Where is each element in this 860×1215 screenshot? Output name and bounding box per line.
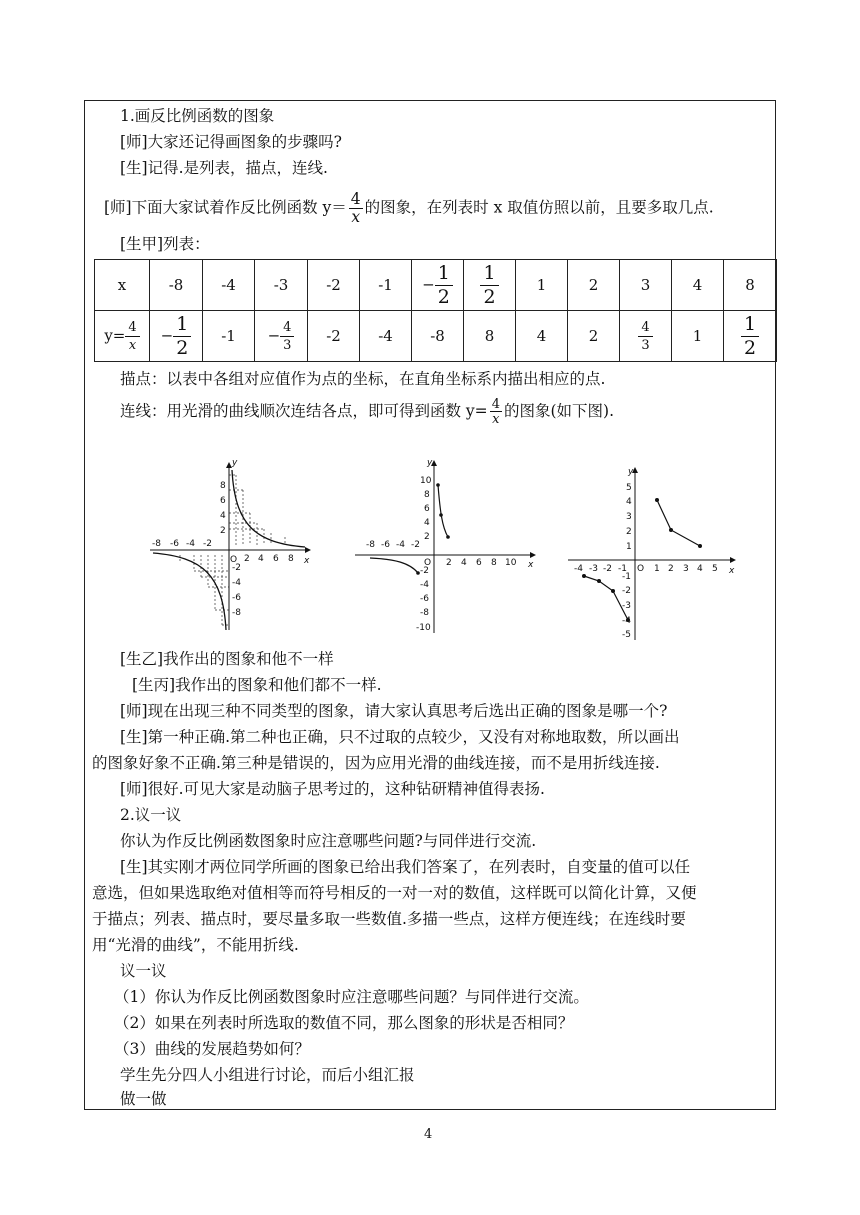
table-cell: 2 <box>568 311 620 362</box>
tick-label: 8 <box>288 554 294 564</box>
tick-label: -4 <box>232 578 241 588</box>
teacher-line-1: [师]大家还记得画图象的步骤吗? <box>120 133 342 151</box>
tick-label: 2 <box>446 558 452 568</box>
tick-label: 2 <box>424 532 430 542</box>
tick-label: 4 <box>424 518 430 528</box>
teacher-line-2-b: 的图象，在列表时 x 取值仿照以前，且要多取几点. <box>364 198 714 217</box>
tick-label: -6 <box>232 593 241 603</box>
group-line: 学生先分四人小组进行讨论，而后小组汇报 <box>120 1066 415 1084</box>
tick-label: -2 <box>232 563 241 573</box>
table-cell: − $\frac{4}{3}$ <box>255 311 308 362</box>
tick-label: 10 <box>420 476 432 486</box>
frac-den: x <box>492 412 500 427</box>
discussion-item-2: （2）如果在列表时所选取的数值不同，那么图象的形状是否相同？ <box>114 1014 574 1032</box>
table-cell: x <box>95 260 150 311</box>
table-cell: y= $\frac{4}{x}$ <box>95 311 150 362</box>
tick-label: 6 <box>476 558 482 568</box>
tick-label: -2 <box>203 539 212 549</box>
student-b-line: [生乙]我作出的图象和他不一样 <box>120 650 334 668</box>
frac-num: 4 <box>280 321 294 337</box>
frac-den: 2 <box>743 336 757 359</box>
teacher-line-2-a: [师]下面大家试着作反比例函数 y＝ <box>104 198 347 217</box>
table-cell: -2 <box>308 311 360 362</box>
table-cell: − $\frac{1}{2}$ <box>412 260 464 311</box>
tick-label: -6 <box>420 594 429 604</box>
y-axis-label: y <box>427 458 433 468</box>
tick-label: -10 <box>416 623 431 633</box>
heading-3: 议一议 <box>120 962 167 980</box>
tick-label: -5 <box>622 630 631 640</box>
tick-label: 2 <box>220 526 226 536</box>
tick-label: -8 <box>232 608 241 618</box>
plot-points-line: 描点：以表中各组对应值作为点的坐标，在直角坐标系内描出相应的点. <box>120 370 606 388</box>
table-cell: -8 <box>150 260 203 311</box>
x-axis-label: x <box>528 560 534 570</box>
heading-4: 做一做 <box>120 1090 167 1108</box>
table-cell: -4 <box>360 311 412 362</box>
table-cell: 1 <box>672 311 724 362</box>
frac-num: 1 <box>173 315 191 337</box>
student-line-4b: 意选，但如果选取绝对值相等而符号相反的一对一对的数值，这样既可以简化计算，又便 <box>92 884 697 902</box>
heading-1: 1.画反比例函数的图象 <box>120 107 275 125</box>
tick-label: -2 <box>622 586 631 596</box>
table-cell: − $\frac{1}{2}$ <box>150 311 203 362</box>
tick-label: -6 <box>381 540 390 550</box>
value-table <box>94 259 777 362</box>
y-axis-label: y <box>628 467 634 477</box>
tick-label: -2 <box>603 564 612 574</box>
graph-smooth-hyperbola <box>140 455 315 635</box>
tick-label: -2 <box>420 566 429 576</box>
tick-label: 8 <box>424 490 430 500</box>
graph1-xticks <box>152 539 294 564</box>
table-cell: -4 <box>203 260 255 311</box>
student-line-4c: 于描点；列表、描点时，要尽量多取一些数值.多描一些点，这样方便连线；在连线时要 <box>92 910 686 928</box>
tick-label: -1 <box>618 564 627 574</box>
table-row <box>95 311 777 362</box>
student-line-4d: 用“光滑的曲线”，不能用折线. <box>92 936 299 954</box>
tick-label: 4 <box>697 564 703 574</box>
tick-label: -4 <box>574 564 583 574</box>
discussion-item-1: （1）你认为作反比例函数图象时应注意哪些问题？与同伴进行交流。 <box>114 988 589 1006</box>
frac-num: 4 <box>491 397 500 412</box>
tick-label: -8 <box>366 540 375 550</box>
table-cell: 8 <box>464 311 516 362</box>
student-line-4a: [生]其实刚才两位同学所画的图象已给出我们答案了，在列表时，自变量的值可以任 <box>120 858 691 876</box>
tick-label: 4 <box>220 511 226 521</box>
tick-label: 5 <box>712 564 718 574</box>
tick-label: -2 <box>411 540 420 550</box>
tick-label: -4 <box>396 540 405 550</box>
table-cell: -3 <box>255 260 308 311</box>
tick-label: 2 <box>244 554 250 564</box>
frac-num: 1 <box>435 264 453 286</box>
frac-num: 4 <box>638 321 652 337</box>
y-axis-label: y <box>232 458 238 468</box>
table-cell: 4 <box>516 311 568 362</box>
frac-den: 2 <box>483 285 496 308</box>
tick-label: -3 <box>622 601 631 611</box>
frac-num: 4 <box>125 321 139 337</box>
tick-label: 6 <box>424 504 430 514</box>
table-cell: 3 <box>620 260 672 311</box>
frac-num: 4 <box>350 190 361 208</box>
table-cell: -8 <box>412 311 464 362</box>
table-row <box>95 260 777 311</box>
table-cell: -2 <box>308 260 360 311</box>
tick-label: 2 <box>668 564 674 574</box>
tick-label: 3 <box>683 564 689 574</box>
teacher-line-3: [师]现在出现三种不同类型的图象，请大家认真思考后选出正确的图象是哪一个? <box>120 702 668 720</box>
frac-den: x <box>351 207 361 226</box>
tick-label: 6 <box>273 554 279 564</box>
frac-den: x <box>128 337 137 353</box>
graph2-xticks <box>366 540 517 568</box>
tick-label: 1 <box>626 542 632 552</box>
tick-label: -3 <box>589 564 598 574</box>
tick-label: 4 <box>626 497 632 507</box>
tick-label: 1 <box>654 564 660 574</box>
student-a-line: [生甲]列表： <box>120 235 210 253</box>
tick-label: 10 <box>505 558 517 568</box>
connect-line <box>120 398 614 426</box>
frac-num: 1 <box>480 264 498 286</box>
tick-label: -6 <box>170 539 179 549</box>
heading-2: 2.议一议 <box>120 806 182 824</box>
tick-label: -4 <box>420 580 429 590</box>
tick-label: -8 <box>152 539 161 549</box>
connect-line-a: 连线：用光滑的曲线顺次连结各点，即可得到函数 y= <box>120 402 488 420</box>
graph-few-points <box>350 455 540 635</box>
table-cell <box>724 311 777 362</box>
frac-den: 3 <box>283 337 292 353</box>
teacher-line-2 <box>104 192 714 225</box>
origin-label: O <box>230 555 238 565</box>
discussion-item-3: （3）曲线的发展趋势如何？ <box>114 1040 310 1058</box>
tick-label: -8 <box>420 608 429 618</box>
student-c-line: [生丙]我作出的图象和他们都不一样. <box>132 676 382 694</box>
tick-label: 2 <box>626 527 632 537</box>
tick-label: 8 <box>491 558 497 568</box>
table-cell: -1 <box>360 260 412 311</box>
fraction-4-over-x <box>349 192 363 225</box>
tick-label: 6 <box>220 496 226 506</box>
tick-label: 4 <box>461 558 467 568</box>
tick-label: -4 <box>622 616 631 626</box>
tick-label: 3 <box>626 512 632 522</box>
student-line-3b: 的图象好象不正确.第三种是错误的，因为应用光滑的曲线连接，而不是用折线连接. <box>92 754 660 772</box>
tick-label: 4 <box>258 554 264 564</box>
graph-polyline <box>560 462 740 642</box>
frac-den: 2 <box>176 336 189 359</box>
origin-label: O <box>424 558 432 568</box>
table-cell: 4 <box>672 260 724 311</box>
student-line-1: [生]记得.是列表，描点，连线. <box>120 159 328 177</box>
table-cell <box>620 311 672 362</box>
tick-label: 8 <box>220 481 226 491</box>
frac-den: 2 <box>437 285 450 308</box>
table-cell: 8 <box>724 260 777 311</box>
graph3-yticks <box>622 483 632 640</box>
origin-label: O <box>637 564 645 574</box>
page-number: 4 <box>424 1127 433 1142</box>
tick-label: -4 <box>186 539 195 549</box>
frac-num: 1 <box>741 315 759 337</box>
connect-line-b: 的图象(如下图). <box>503 402 614 420</box>
tick-label: 5 <box>626 483 632 493</box>
table-cell: -1 <box>203 311 255 362</box>
table-cell: 1 <box>516 260 568 311</box>
frac-den: 3 <box>641 337 650 353</box>
table-cell <box>464 260 516 311</box>
teacher-line-4: [师]很好.可见大家是动脑子思考过的，这种钻研精神值得表扬. <box>120 780 545 798</box>
tick-label: -1 <box>622 572 631 582</box>
question-line: 你认为作反比例函数图象时应注意哪些问题?与同伴进行交流. <box>120 832 537 850</box>
fraction-4-over-x <box>490 398 502 426</box>
table-cell: 2 <box>568 260 620 311</box>
x-axis-label: x <box>304 556 310 566</box>
graph3-xticks <box>574 564 718 574</box>
x-axis-label: x <box>729 566 735 576</box>
student-line-3a: [生]第一种正确.第二种也正确，只不过取的点较少，又没有对称地取数，所以画出 <box>120 728 680 746</box>
